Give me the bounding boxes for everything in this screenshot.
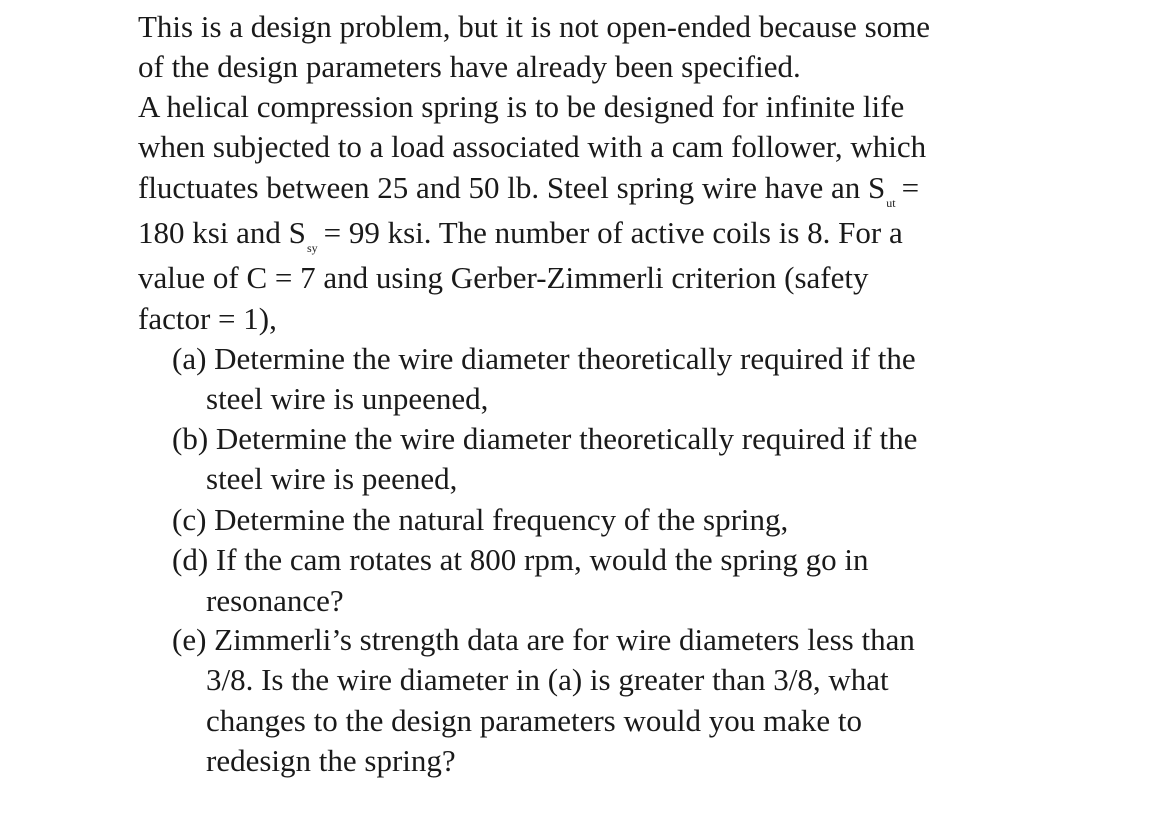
- subscript-sy: sy: [306, 241, 318, 255]
- part-e-line-2: 3/8. Is the wire diameter in (a) is greater than 3/8, what: [206, 662, 889, 697]
- part-e-line-4: redesign the spring?: [206, 743, 456, 778]
- part-a-line-1: (a) Determine the wire diameter theoretically required if the: [172, 341, 916, 376]
- body-line-4-text: 180 ksi and S: [138, 215, 306, 250]
- body-line-2: when subjected to a load associated with a cam follower, which: [138, 129, 927, 164]
- body-line-3: [138, 170, 920, 210]
- part-d-line-2: resonance?: [206, 583, 344, 618]
- intro-line-2: of the design parameters have already been specified.: [138, 49, 801, 84]
- part-b-line-1: (b) Determine the wire diameter theoretically required if the: [172, 421, 918, 456]
- body-line-4: [138, 215, 903, 255]
- body-line-3-text: fluctuates between 25 and 50 lb. Steel spring wire have an S: [138, 170, 886, 205]
- body-line-6: factor = 1),: [138, 301, 277, 336]
- part-b-line-2: steel wire is peened,: [206, 461, 458, 496]
- subscript-ut: ut: [886, 196, 896, 210]
- part-d-line-1: (d) If the cam rotates at 800 rpm, would the spring go in: [172, 542, 869, 577]
- intro-line-1: This is a design problem, but it is not open-ended because some: [138, 9, 931, 44]
- body-line-4-rest: = 99 ksi. The number of active coils is 8. For a: [323, 215, 903, 250]
- part-e-line-3: changes to the design parameters would you make to: [206, 703, 862, 738]
- body-line-5: value of C = 7 and using Gerber-Zimmerli criterion (safety: [138, 260, 869, 295]
- part-e-line-1: (e) Zimmerli’s strength data are for wire diameters less than: [172, 622, 915, 657]
- part-c-line-1: (c) Determine the natural frequency of the spring,: [172, 502, 789, 537]
- equals-sign: =: [901, 170, 920, 205]
- part-a-line-2: steel wire is unpeened,: [206, 381, 489, 416]
- body-line-1: A helical compression spring is to be designed for infinite life: [138, 89, 905, 124]
